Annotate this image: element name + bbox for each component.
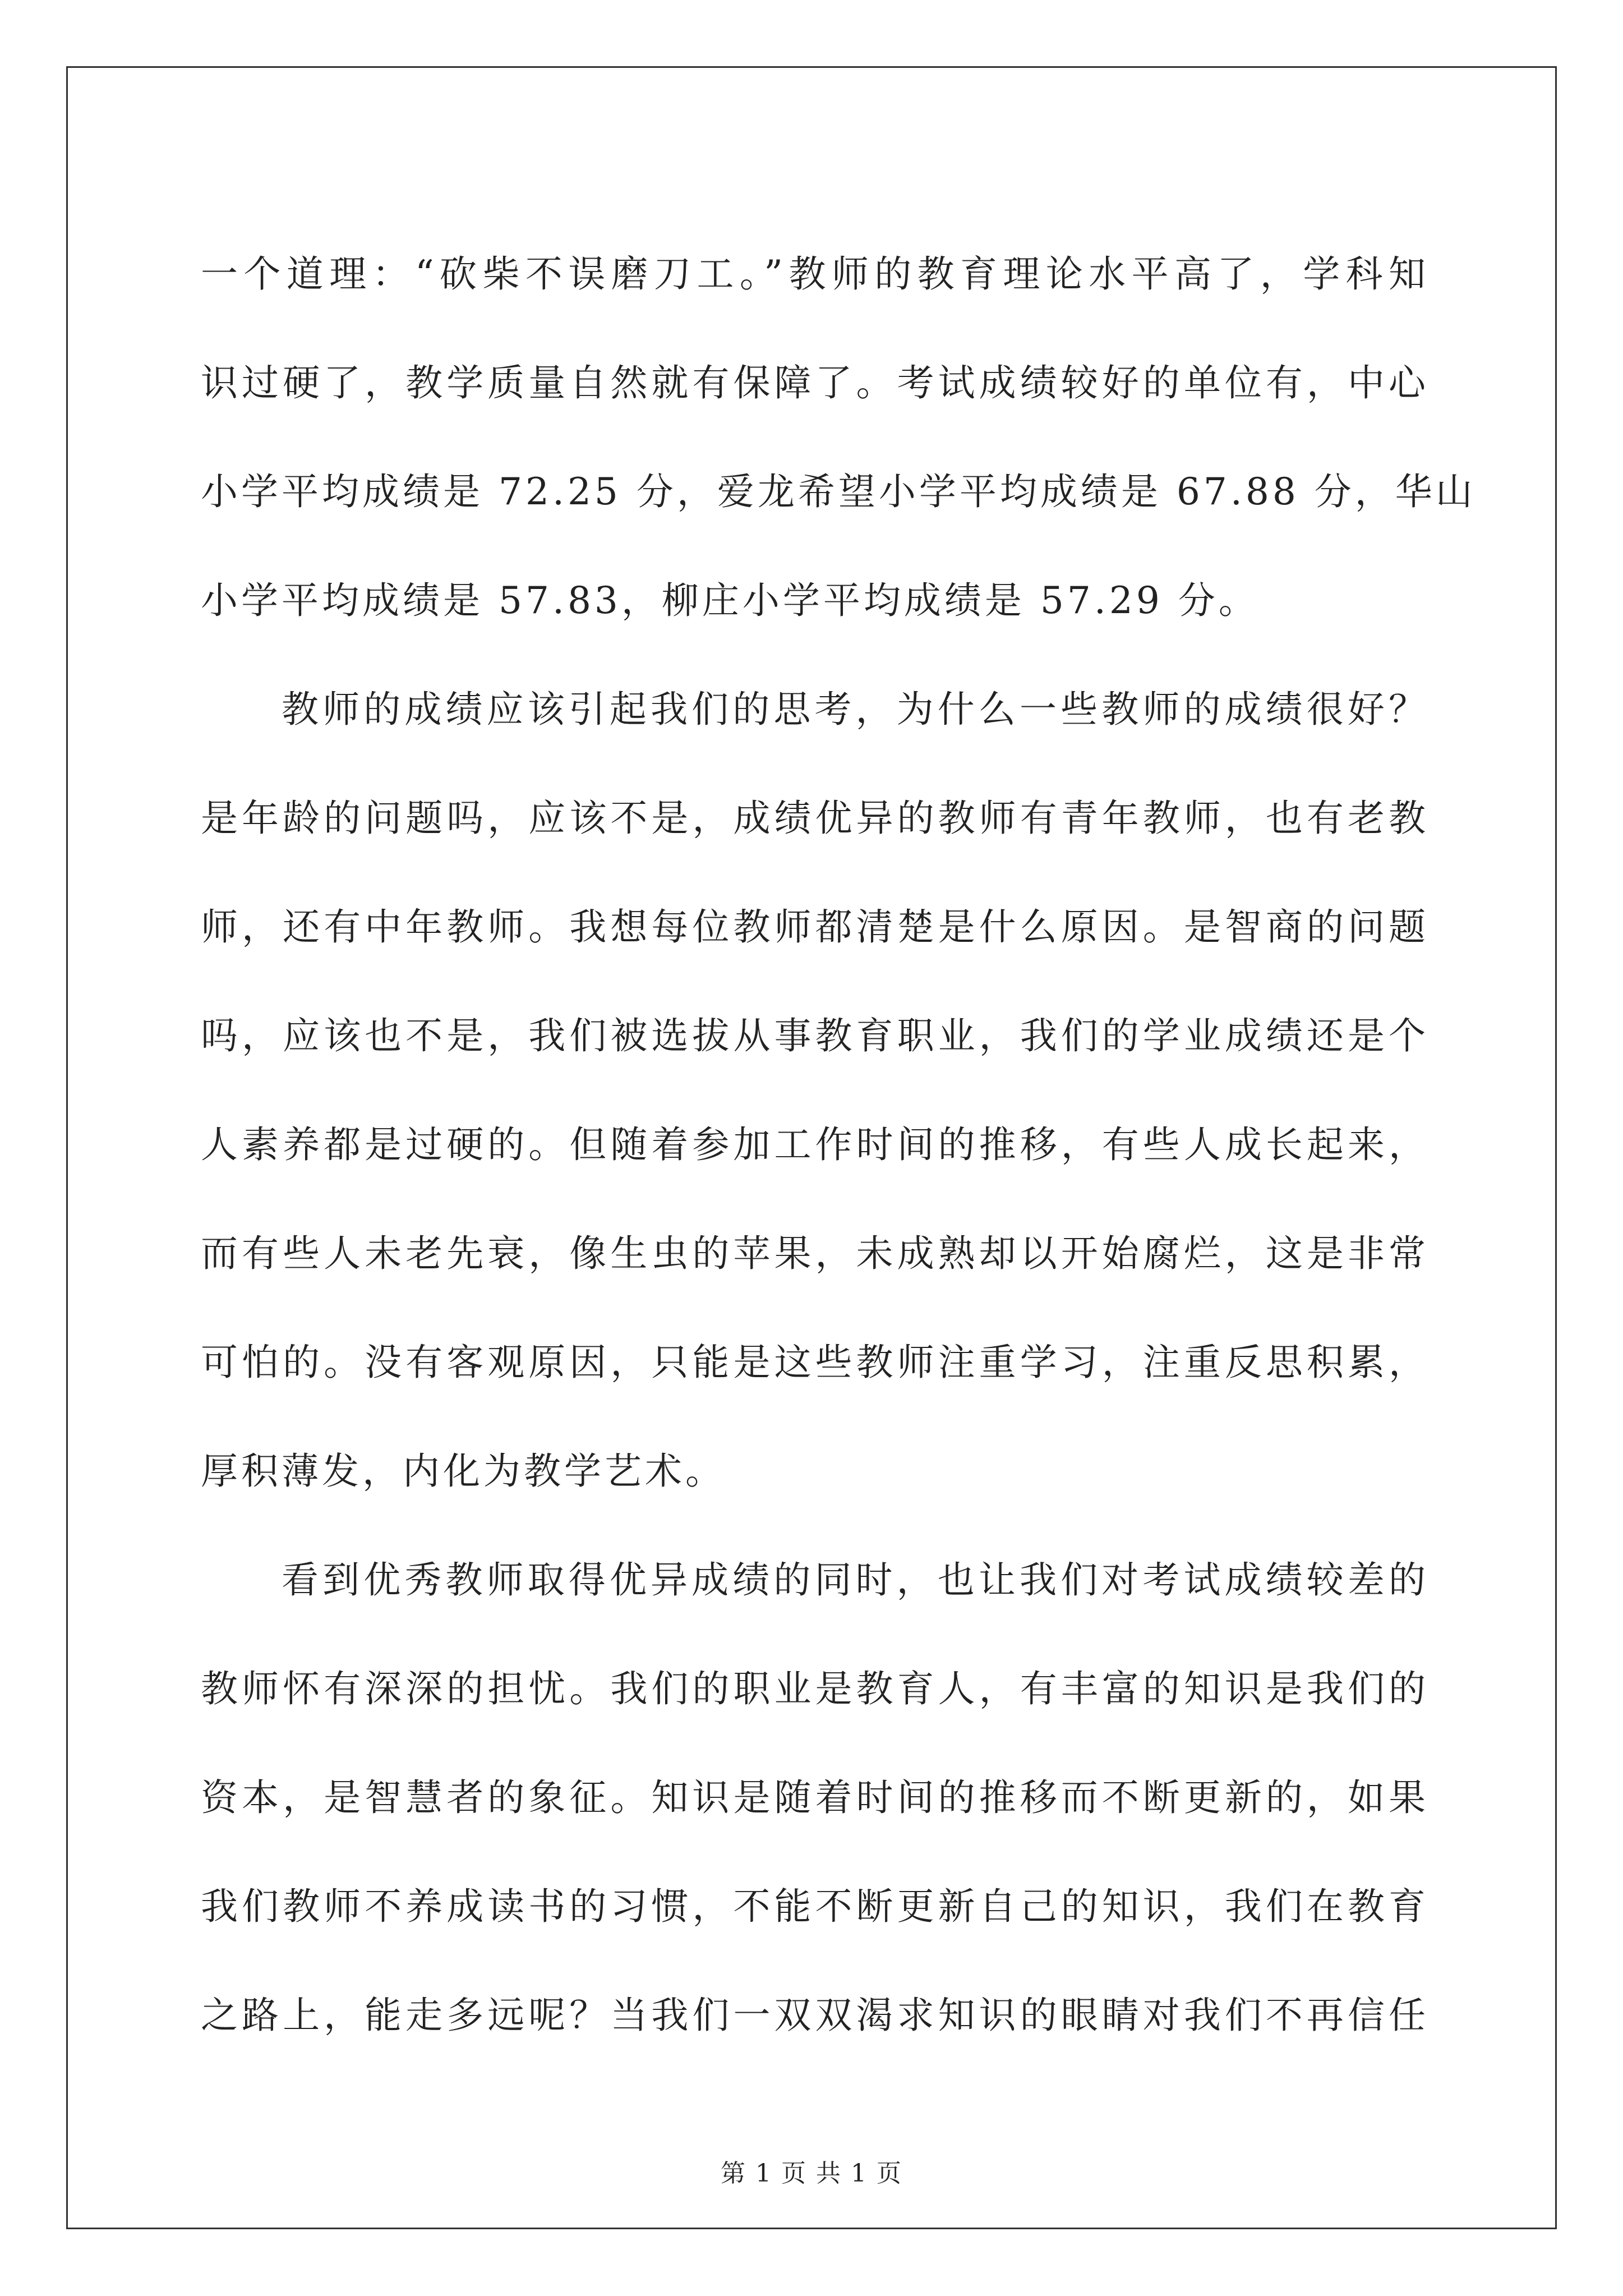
text-line — [201, 1304, 1429, 1413]
text-line-content: 识过硬了，教学质量自然就有保障了。考试成绩较好的单位有，中心 — [201, 361, 1429, 404]
page-footer — [0, 2153, 1623, 2189]
text-line — [201, 216, 1429, 325]
text-line — [201, 1087, 1429, 1195]
text-line-content: 而有些人未老先衰，像生虫的苹果，未成熟却以开始腐烂，这是非常 — [201, 1231, 1429, 1275]
text-line-content: 我们教师不养成读书的习惯，不能不断更新自己的知识，我们在教育 — [201, 1884, 1429, 1928]
text-line — [201, 869, 1429, 978]
text-line — [201, 1848, 1429, 1957]
text-line — [201, 1522, 1429, 1631]
text-line-content: 人素养都是过硬的。但随着参加工作时间的推移，有些人成长起来， — [201, 1122, 1429, 1166]
text-line-content: 之路上，能走多远呢？当我们一双双渴求知识的眼睛对我们不再信任 — [201, 1993, 1429, 2037]
document-body — [201, 216, 1476, 2066]
text-line-content: 看到优秀教师取得优异成绩的同时，也让我们对考试成绩较差的 — [282, 1558, 1429, 1602]
text-line-content: 厚积薄发，内化为教学艺术。 — [201, 1449, 726, 1493]
text-line — [201, 542, 1429, 651]
text-line-content: 一个道理：“砍柴不误磨刀工。”教师的教育理论水平高了，学科知 — [201, 252, 1429, 296]
text-line — [201, 1631, 1429, 1740]
text-line — [201, 434, 1476, 542]
text-line-content: 小学平均成绩是 72.25 分，爱龙希望小学平均成绩是 67.88 分，华山 — [201, 470, 1476, 513]
text-line-content: 教师的成绩应该引起我们的思考，为什么一些教师的成绩很好？ — [282, 687, 1429, 731]
text-line-content: 吗，应该也不是，我们被选拔从事教育职业，我们的学业成绩还是个 — [201, 1014, 1429, 1057]
text-line — [201, 760, 1429, 869]
text-line — [201, 651, 1429, 760]
text-line-content: 师，还有中年教师。我想每位教师都清楚是什么原因。是智商的问题 — [201, 905, 1429, 949]
text-line — [201, 978, 1429, 1087]
text-line-content: 资本，是智慧者的象征。知识是随着时间的推移而不断更新的，如果 — [201, 1775, 1429, 1819]
text-line — [201, 325, 1429, 434]
text-line-content: 可怕的。没有客观原因，只能是这些教师注重学习，注重反思积累， — [201, 1340, 1429, 1384]
text-line-content: 教师怀有深深的担忧。我们的职业是教育人，有丰富的知识是我们的 — [201, 1667, 1429, 1710]
text-line-content: 小学平均成绩是 57.83，柳庄小学平均成绩是 57.29 分。 — [201, 578, 1259, 622]
text-line-content: 是年龄的问题吗，应该不是，成绩优异的教师有青年教师，也有老教 — [201, 796, 1429, 840]
text-line — [201, 1413, 1429, 1522]
text-line — [201, 1740, 1429, 1848]
page-number-label: 第 1 页 共 1 页 — [721, 2159, 902, 2188]
text-line — [201, 1957, 1429, 2066]
text-line — [201, 1195, 1429, 1304]
